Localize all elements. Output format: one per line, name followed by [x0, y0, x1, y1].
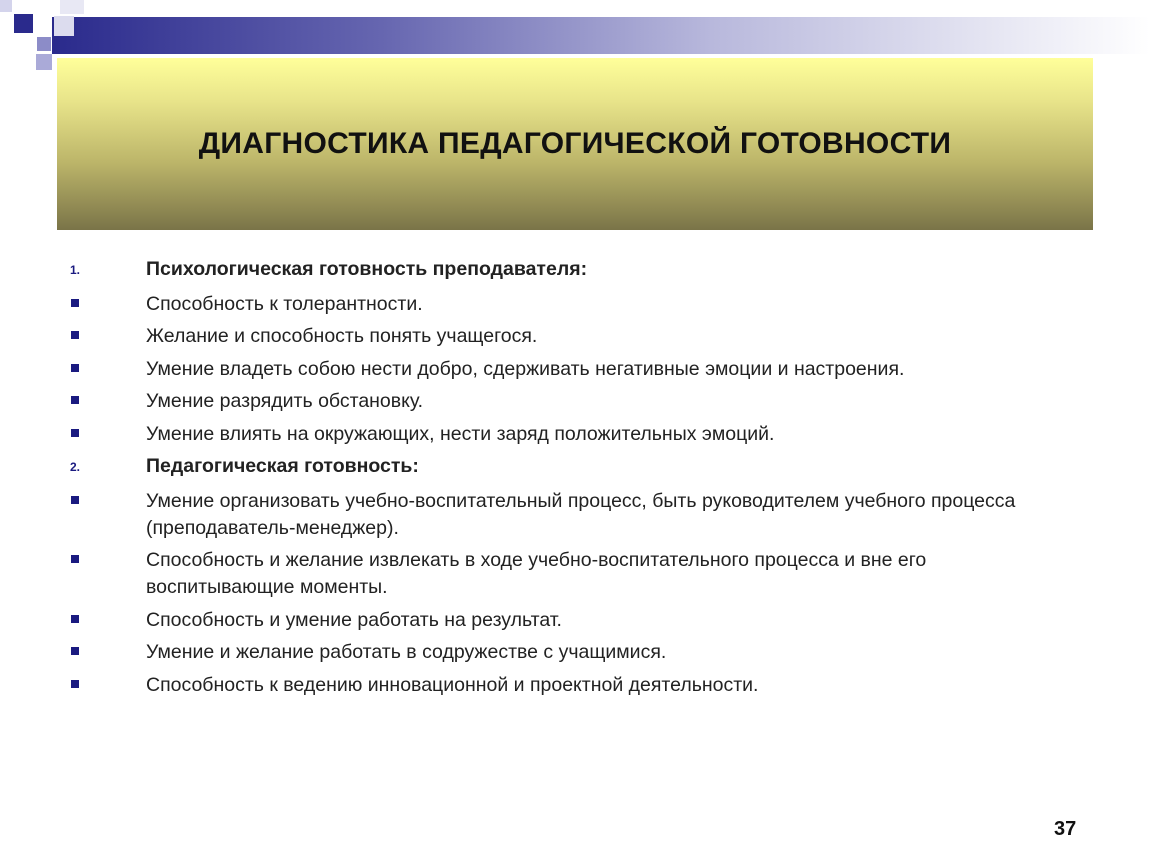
list-item	[60, 547, 1080, 601]
bullet-marker	[60, 323, 146, 350]
list-item-text: Умение организовать учебно-воспитательный процесс, быть руководителем учебного процесса (преподаватель-менеджер).	[146, 489, 1016, 539]
list-item-text: Способность к толерантности.	[146, 292, 423, 315]
square-bullet-icon	[71, 331, 79, 339]
square-bullet-icon	[71, 299, 79, 307]
section-heading-text: Психологическая готовность преподавателя:	[146, 258, 588, 280]
list-item	[60, 672, 1080, 699]
list-item	[60, 607, 1080, 634]
list-item	[60, 291, 1080, 318]
bullet-marker	[60, 356, 146, 383]
decor-gradient-bar	[52, 17, 1150, 54]
bullet-marker	[60, 388, 146, 415]
list-item	[60, 488, 1080, 542]
decor-square	[54, 16, 74, 36]
square-bullet-icon	[71, 364, 79, 372]
square-bullet-icon	[71, 615, 79, 623]
list-item-text: Способность к ведению инновационной и проектной деятельности.	[146, 673, 759, 696]
list-item-text: Желание и способность понять учащегося.	[146, 325, 538, 347]
content-list	[60, 256, 1080, 704]
list-number: 1.	[70, 263, 81, 277]
decor-square	[0, 0, 12, 12]
list-item	[60, 356, 1080, 383]
square-bullet-icon	[71, 396, 79, 404]
list-item	[60, 639, 1080, 666]
decor-square	[36, 54, 52, 70]
list-item-text: Способность и умение работать на результат.	[146, 608, 562, 631]
list-item-text: Умение влиять на окружающих, нести заряд положительных эмоций.	[146, 422, 775, 445]
bullet-marker	[60, 488, 146, 515]
bullet-marker	[60, 607, 146, 634]
list-item-text: Умение разрядить обстановку.	[146, 390, 424, 412]
title-banner	[57, 58, 1093, 230]
list-number: 2.	[70, 460, 81, 474]
list-item	[60, 421, 1080, 448]
section-heading-text: Педагогическая готовность:	[146, 455, 419, 477]
square-bullet-icon	[71, 680, 79, 688]
square-bullet-icon	[71, 555, 79, 563]
decor-square	[14, 14, 33, 33]
list-item	[60, 388, 1080, 415]
square-bullet-icon	[71, 496, 79, 504]
list-item-text: Способность и желание извлекать в ходе учебно-воспитательного процесса и вне его воспитывающие моменты.	[146, 549, 927, 598]
decor-square	[60, 0, 84, 14]
bullet-marker	[60, 639, 146, 666]
bullet-marker	[60, 672, 146, 699]
section-heading	[60, 453, 1080, 482]
list-item-text: Умение владеть собою нести добро, сдерживать негативные эмоции и настроения.	[146, 357, 905, 380]
decor-square	[37, 37, 51, 51]
slide-title: ДИАГНОСТИКА ПЕДАГОГИЧЕСКОЙ ГОТОВНОСТИ	[198, 127, 952, 160]
page-number: 37	[1054, 818, 1077, 840]
bullet-marker	[60, 421, 146, 448]
list-item-text: Умение и желание работать в содружестве с учащимися.	[146, 641, 667, 663]
square-bullet-icon	[71, 647, 79, 655]
list-item	[60, 323, 1080, 350]
bullet-marker	[60, 547, 146, 574]
bullet-marker	[60, 291, 146, 318]
square-bullet-icon	[71, 429, 79, 437]
section-heading	[60, 256, 1080, 285]
